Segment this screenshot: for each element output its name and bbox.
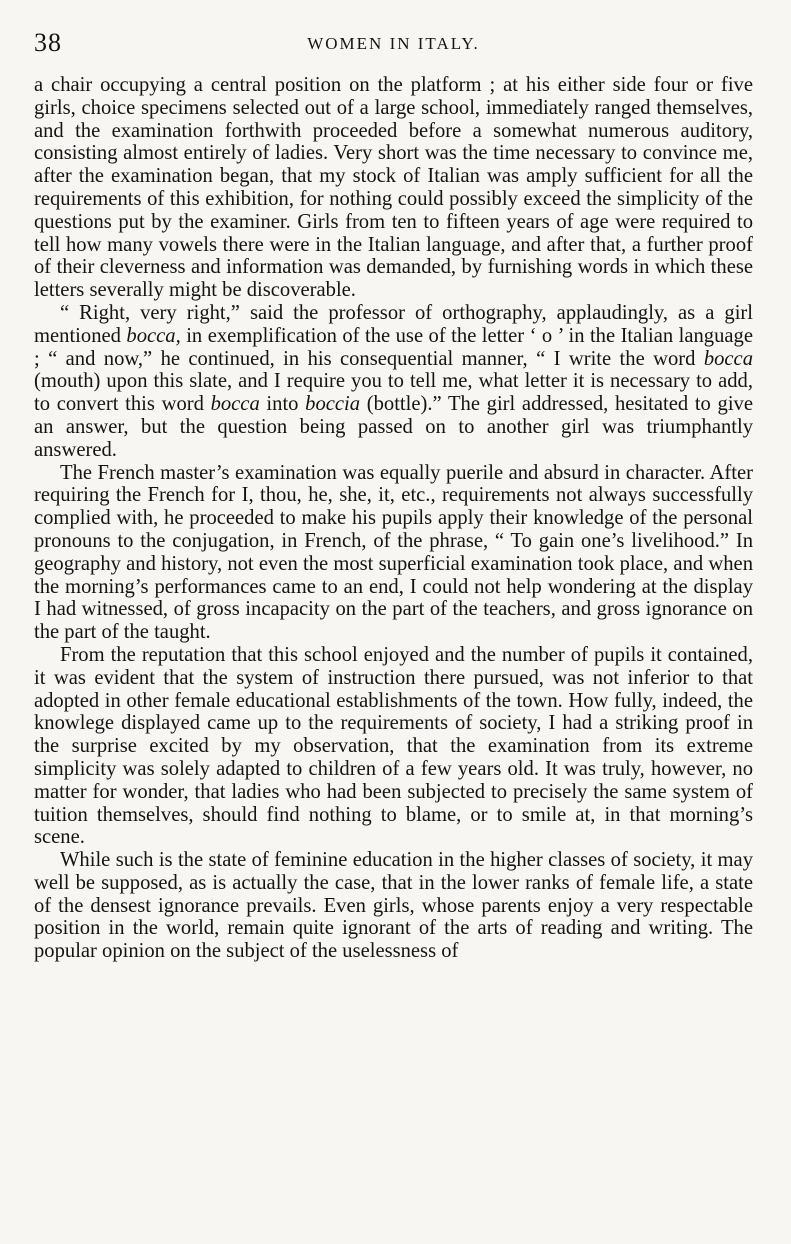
page-number: 38 [34,28,62,57]
text-run: While such is the state of feminine education in the higher classes of society, it may well be supposed, as is actually the case, that in the lower ranks of female life, a state of the densest ignorance prevails. Even girls, whose parents enjoy a very respectable position in the world, remain quite ignorant of the arts of reading and writing. The popular opinion on the subject of the uselessness of [34,849,753,963]
text-run: into [259,393,306,416]
italic-word: bocca [210,393,260,416]
text-run: (bottle).” The girl addressed, hesitated to give an answer, but the question being passed on to another girl was triumphantly answered. [34,393,753,461]
paragraph [34,462,753,644]
text-run: The French master’s examination was equally puerile and absurd in character. After requiring the French for I, thou, he, she, it, etc., requirements not always successfully complied with, he proceeded to make his pupils apply their knowledge of the personal pronouns to the conjugation, in French, of the phrase, “ To gain one’s livelihood.” In geography and history, not even the most superficial examination took place, and when the morning’s performances came to an end, I could not help wondering at the display I had witnessed, of gross incapacity on the part of the teachers, and gross ignorance on the part of the taught. [34,461,753,644]
body-text [34,74,753,963]
text-run: “ Right, very right,” said the professor of orthography, applaudingly, as a girl mentioned [34,301,753,347]
italic-word: bocca, [126,324,181,347]
italic-word: bocca [703,347,753,370]
running-title: WOMEN IN ITALY. [307,34,480,53]
paragraph [34,74,753,302]
text-run: (mouth) upon this slate, and I require you to tell me, what letter it is necessary to add, to convert this word [34,370,753,416]
italic-word: boccia [305,393,361,416]
paragraph [34,644,753,849]
page-header [34,28,753,68]
text-run: a chair occupying a central position on the platform ; at his either side four or five girls, choice specimens selected out of a large school, immediately ranged themselves, and the examination forthwith proceeded before a somewhat numerous auditory, consisting almost entirely of ladies. Very short was the time necessary to convince me, after the examination began, that my stock of Italian was amply sufficient for all the requirements of this exhibition, for nothing could possibly exceed the simplicity of the questions put by the examiner. Girls from ten to fifteen years of age were required to tell how many vowels there were in the Italian language, and after that, a further proof of their cleverness and information was demanded, by furnishing words in which these letters severally might be discoverable. [34,74,753,302]
text-run: From the reputation that this school enjoyed and the number of pupils it contained, it was evident that the system of instruction there pursued, was not inferior to that adopted in other female educational establishments of the town. How fully, indeed, the knowlege displayed came up to the requirements of society, I had a striking proof in the surprise excited by my observation, that the examination from its extreme simplicity was solely adapted to children of a few years old. It was truly, however, no matter for wonder, that ladies who had been subjected to precisely the same system of tuition themselves, should find nothing to blame, or to smile at, in that morning’s scene. [34,643,753,849]
text-run: in exemplification of the use of the letter ‘ o ’ in the Italian language ; “ and now,” he continued, in his consequential manner, “ I write the word [34,324,753,370]
paragraph [34,302,753,462]
paragraph [34,849,753,963]
